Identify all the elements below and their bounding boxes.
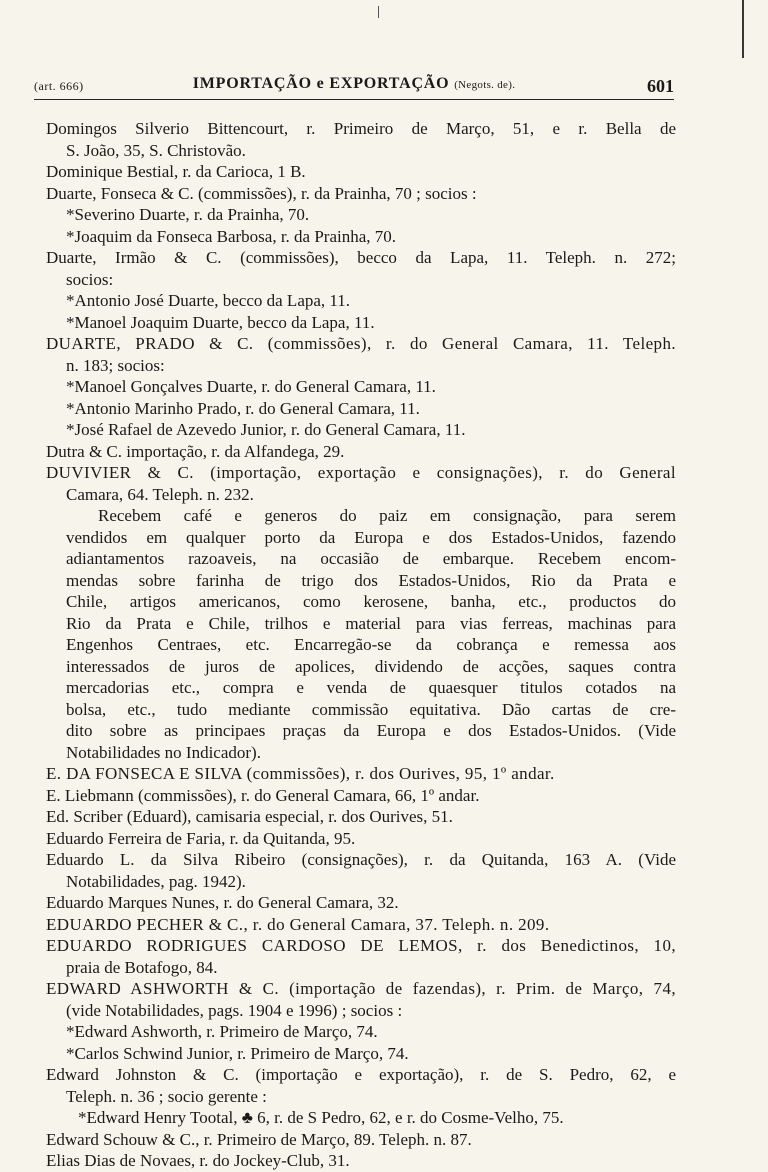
text-line: vendidos em qualquer porto da Europa e dos Estados-Unidos, fazendo: [66, 527, 676, 547]
text-line: Camara, 64. Teleph. n. 232.: [66, 484, 254, 504]
page-header: [34, 75, 674, 100]
text-line: *Manoel Gonçalves Duarte, r. do General Camara, 11.: [66, 377, 436, 396]
text-line: Ed. Scriber (Eduard), camisaria especial, r. dos Ourives, 51.: [46, 807, 453, 826]
text-line: *Severino Duarte, r. da Prainha, 70.: [66, 205, 310, 224]
text-line: Rio da Prata e Chile, trilhos e material para vias ferreas, machinas para: [66, 613, 676, 633]
text-line: *Antonio Marinho Prado, r. do General Camara, 11.: [66, 398, 420, 418]
text-line: Elias Dias de Novaes, r. do Jockey-Club, 31.: [46, 1151, 350, 1170]
text-line: Notabilidades no Indicador).: [66, 742, 261, 762]
text-line: dito sobre as principaes praças da Europa e dos Estados-Unidos. (Vide: [66, 721, 676, 740]
text-line: adiantamentos razoaveis, na occasião de embarque. Recebem encom-: [66, 549, 676, 568]
article-reference: (art. 666): [34, 79, 84, 93]
text-line: EDUARDO RODRIGUES CARDOSO DE LEMOS, r. dos Benedictinos, 10,: [46, 936, 676, 955]
text-line: EDUARDO PECHER & C., r. do General Camara, 37. Teleph. n. 209.: [46, 914, 550, 934]
text-line: mercadorias etc., compra e venda de quaesquer titulos cotados na: [66, 678, 676, 697]
text-line: praia de Botafogo, 84.: [66, 957, 218, 977]
text-line: E. DA FONSECA E SILVA (commissões), r. dos Ourives, 95, 1º andar.: [46, 764, 555, 783]
text-line: (vide Notabilidades, pags. 1904 e 1996) ; socios :: [66, 1000, 403, 1020]
text-line: Eduardo Ferreira de Faria, r. da Quitanda, 95.: [46, 828, 356, 848]
text-line: Dutra & C. importação, r. da Alfandega, 29.: [46, 441, 345, 461]
text-line: Edward Schouw & C., r. Primeiro de Março, 89. Teleph. n. 87.: [46, 1129, 472, 1149]
text-line: Eduardo Marques Nunes, r. do General Camara, 32.: [46, 893, 399, 912]
directory-listing: [46, 118, 676, 1172]
text-line: bolsa, etc., tudo mediante commissão equitativa. Dão cartas de cre-: [66, 699, 676, 719]
running-title: [34, 75, 674, 93]
text-line: Chile, artigos americanos, como kerosene, banha, etc., productos do: [66, 592, 676, 611]
text-line: S. João, 35, S. Christovão.: [66, 140, 246, 160]
text-line: socios:: [66, 269, 114, 289]
page-edge-line: [742, 0, 744, 58]
text-line: *Antonio José Duarte, becco da Lapa, 11.: [66, 291, 351, 310]
text-line: Duarte, Irmão & C. (commissões), becco da Lapa, 11. Teleph. n. 272;: [46, 248, 676, 267]
running-title-main: IMPORTAÇÃO e EXPORTAÇÃO: [192, 75, 450, 92]
text-line: *Joaquim da Fonseca Barbosa, r. da Prainha, 70.: [66, 226, 397, 246]
text-line: Recebem café e generos do paiz em consignação, para serem: [98, 506, 676, 525]
text-line: E. Liebmann (commissões), r. do General Camara, 66, 1º andar.: [46, 785, 480, 805]
text-line: *Carlos Schwind Junior, r. Primeiro de Março, 74.: [66, 1043, 409, 1063]
text-line: Teleph. n. 36 ; socio gerente :: [66, 1086, 267, 1106]
text-line: Engenhos Centraes, etc. Encarregão-se da cobrança e remessa aos: [66, 635, 676, 654]
text-line: mendas sobre farinha de trigo dos Estados-Unidos, Rio da Prata e: [66, 570, 676, 590]
text-line: EDWARD ASHWORTH & C. (importação de fazendas), r. Prim. de Março, 74,: [46, 979, 676, 998]
text-line: interessados de juros de apolices, dividendo de acções, saques contra: [66, 656, 676, 676]
text-line: Eduardo L. da Silva Ribeiro (consignações), r. da Quitanda, 163 A. (Vide: [46, 850, 676, 869]
text-line: Duarte, Fonseca & C. (commissões), r. da Prainha, 70 ; socios :: [46, 183, 477, 203]
running-title-sub: (Negots. de).: [454, 79, 516, 91]
text-line: *Edward Henry Tootal, ♣ 6, r. de S Pedro, 62, e r. do Cosme-Velho, 75.: [78, 1108, 564, 1127]
text-line: Domingos Silverio Bittencourt, r. Primeiro de Março, 51, e r. Bella de: [46, 119, 676, 138]
text-line: Dominique Bestial, r. da Carioca, 1 B.: [46, 162, 306, 181]
text-line: Notabilidades, pag. 1942).: [66, 871, 246, 891]
text-line: *Manoel Joaquim Duarte, becco da Lapa, 11.: [66, 312, 375, 332]
text-line: Edward Johnston & C. (importação e exportação), r. de S. Pedro, 62, e: [46, 1065, 676, 1084]
text-line: *José Rafael de Azevedo Junior, r. do General Camara, 11.: [66, 420, 466, 439]
text-line: DUARTE, PRADO & C. (commissões), r. do General Camara, 11. Teleph.: [46, 334, 676, 353]
scan-mark: [378, 6, 379, 18]
text-line: n. 183; socios:: [66, 355, 165, 375]
page-number: 601: [647, 76, 674, 96]
text-line: DUVIVIER & C. (importação, exportação e consignações), r. do General: [46, 463, 676, 482]
text-line: *Edward Ashworth, r. Primeiro de Março, 74.: [66, 1022, 378, 1041]
